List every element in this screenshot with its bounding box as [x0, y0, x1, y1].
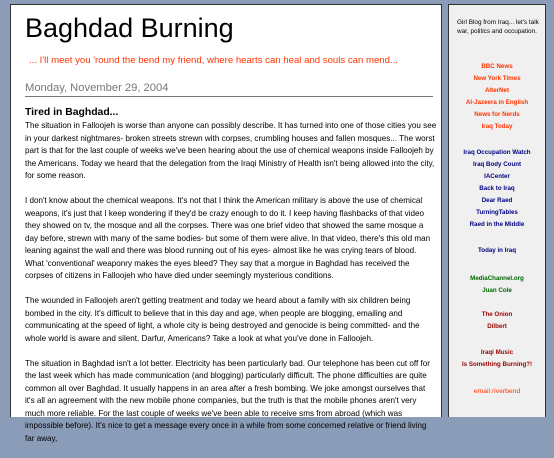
link-dear-raed[interactable]: Dear Raed	[481, 197, 513, 204]
media-links	[449, 273, 545, 297]
link-mediachannel[interactable]: MediaChannel.org	[470, 275, 524, 282]
blog-title[interactable]: Baghdad Burning	[25, 13, 234, 43]
link-iraq-today[interactable]: Iraq Today	[481, 123, 513, 130]
page	[6, 0, 548, 443]
post-paragraph: The situation in Falloojeh is worse than anyone can possibly describe. It has turned into one of those cities you see in your darkest nightmares- broken streets strewn with corpses, crumbling houses and fallen mosques... The worst part is that for the last couple of weeks we've been hearing about the use of chemical weapons inside Falloojeh by the Americans. Today we heard that the delegation from the Iraqi Ministry of Health isn't being allowed into the city, for some reason.	[25, 121, 437, 180]
link-juan-cole[interactable]: Juan Cole	[482, 287, 512, 294]
email-link[interactable]: email riverbend	[473, 388, 521, 395]
link-news-for-nerds[interactable]: News for Nerds	[474, 111, 520, 118]
date-header: Monday, November 29, 2004	[25, 82, 433, 97]
blog-tagline: ... I'll meet you 'round the bend my friend, where hearts can heal and souls can mend...	[29, 55, 398, 66]
main-column	[10, 4, 442, 443]
link-iraq-body-count[interactable]: Iraq Body Count	[472, 161, 522, 168]
link-al-jazeera[interactable]: Al-Jazeera in English	[465, 99, 529, 106]
link-bbc-news[interactable]: BBC News	[481, 63, 513, 70]
link-today-in-iraq[interactable]: Today in Iraq	[477, 247, 517, 254]
link-the-onion[interactable]: The Onion	[481, 311, 513, 318]
blog-post	[25, 106, 437, 458]
blog-description: Girl Blog from Iraq... let's talk war, politics and occupation.	[457, 19, 539, 35]
post-title: Tired in Baghdad...	[25, 107, 119, 118]
music-links	[449, 347, 545, 371]
news-links	[449, 61, 545, 133]
link-dilbert[interactable]: Dilbert	[487, 323, 507, 330]
link-raed-in-the-middle[interactable]: Raed in the Middle	[469, 221, 525, 228]
iraq-links	[449, 147, 545, 231]
link-iacenter[interactable]: IACenter	[484, 173, 510, 180]
link-turningtables[interactable]: TurningTables	[476, 209, 518, 216]
link-back-to-iraq[interactable]: Back to Iraq	[479, 185, 515, 192]
link-iraq-occupation-watch[interactable]: Iraq Occupation Watch	[463, 149, 531, 156]
post-paragraph: I don't know about the chemical weapons. It's not that I think the American military is above the use of chemical weapons, it's just that I keep wondering if they'd be crazy enough to do it. I keep having flashbacks of that video they showed on tv, the mosque and all the corpses. There was one brief video that showed the same mosque a day before, strewn with many of the same bodies- but some of them were alive. In that video, there's this old man leaning against the wall and there was blood running out of his eyes- almost like he was crying tears of blood. What 'conventional' weaponry makes the eyes bleed? They say that a morgue in Baghdad has received the corpses of citizens in Falloojeh who have died under seemingly mysterious conditions.	[25, 196, 431, 280]
link-alternet[interactable]: AlterNet	[484, 87, 510, 94]
link-is-something-burning[interactable]: Is Something Burning?!	[461, 361, 533, 368]
post-paragraph: The situation in Baghdad isn't a lot better. Electricity has been particularly bad. Our telephone has been cut off for the last week which has made communication (and blogging) particularly difficult. The phone difficulties are quite common all over Baghdad. It usually happens in an area after a fresh bombing. We joke amongst ourselves that it's all an agreement with the new mobile phone companies, but the truth is that the mobile phones aren't very much more reliable. For the last couple of weeks we've been able to receive sms from abroad (which was impossible before). It's nice to get a message every once in a while from some concerned relative or friend living far away,	[25, 358, 430, 443]
sidebar	[448, 4, 546, 417]
post-paragraph: The wounded in Falloojeh aren't getting treatment and today we heard about a family with six children being bombed in the city. It's difficult to believe that in this day and age, when people are blogging, emailing and communicating at the speed of light, a whole city is being destroyed and genocide is being committed- and the whole world is aware and silent. Darfur, Americans? Take a look at what you've done in Falloojeh.	[25, 296, 420, 343]
humor-links	[449, 309, 545, 333]
link-new-york-times[interactable]: New York Times	[473, 75, 521, 82]
today-links	[449, 245, 545, 257]
link-iraqi-music[interactable]: Iraqi Music	[480, 349, 514, 356]
